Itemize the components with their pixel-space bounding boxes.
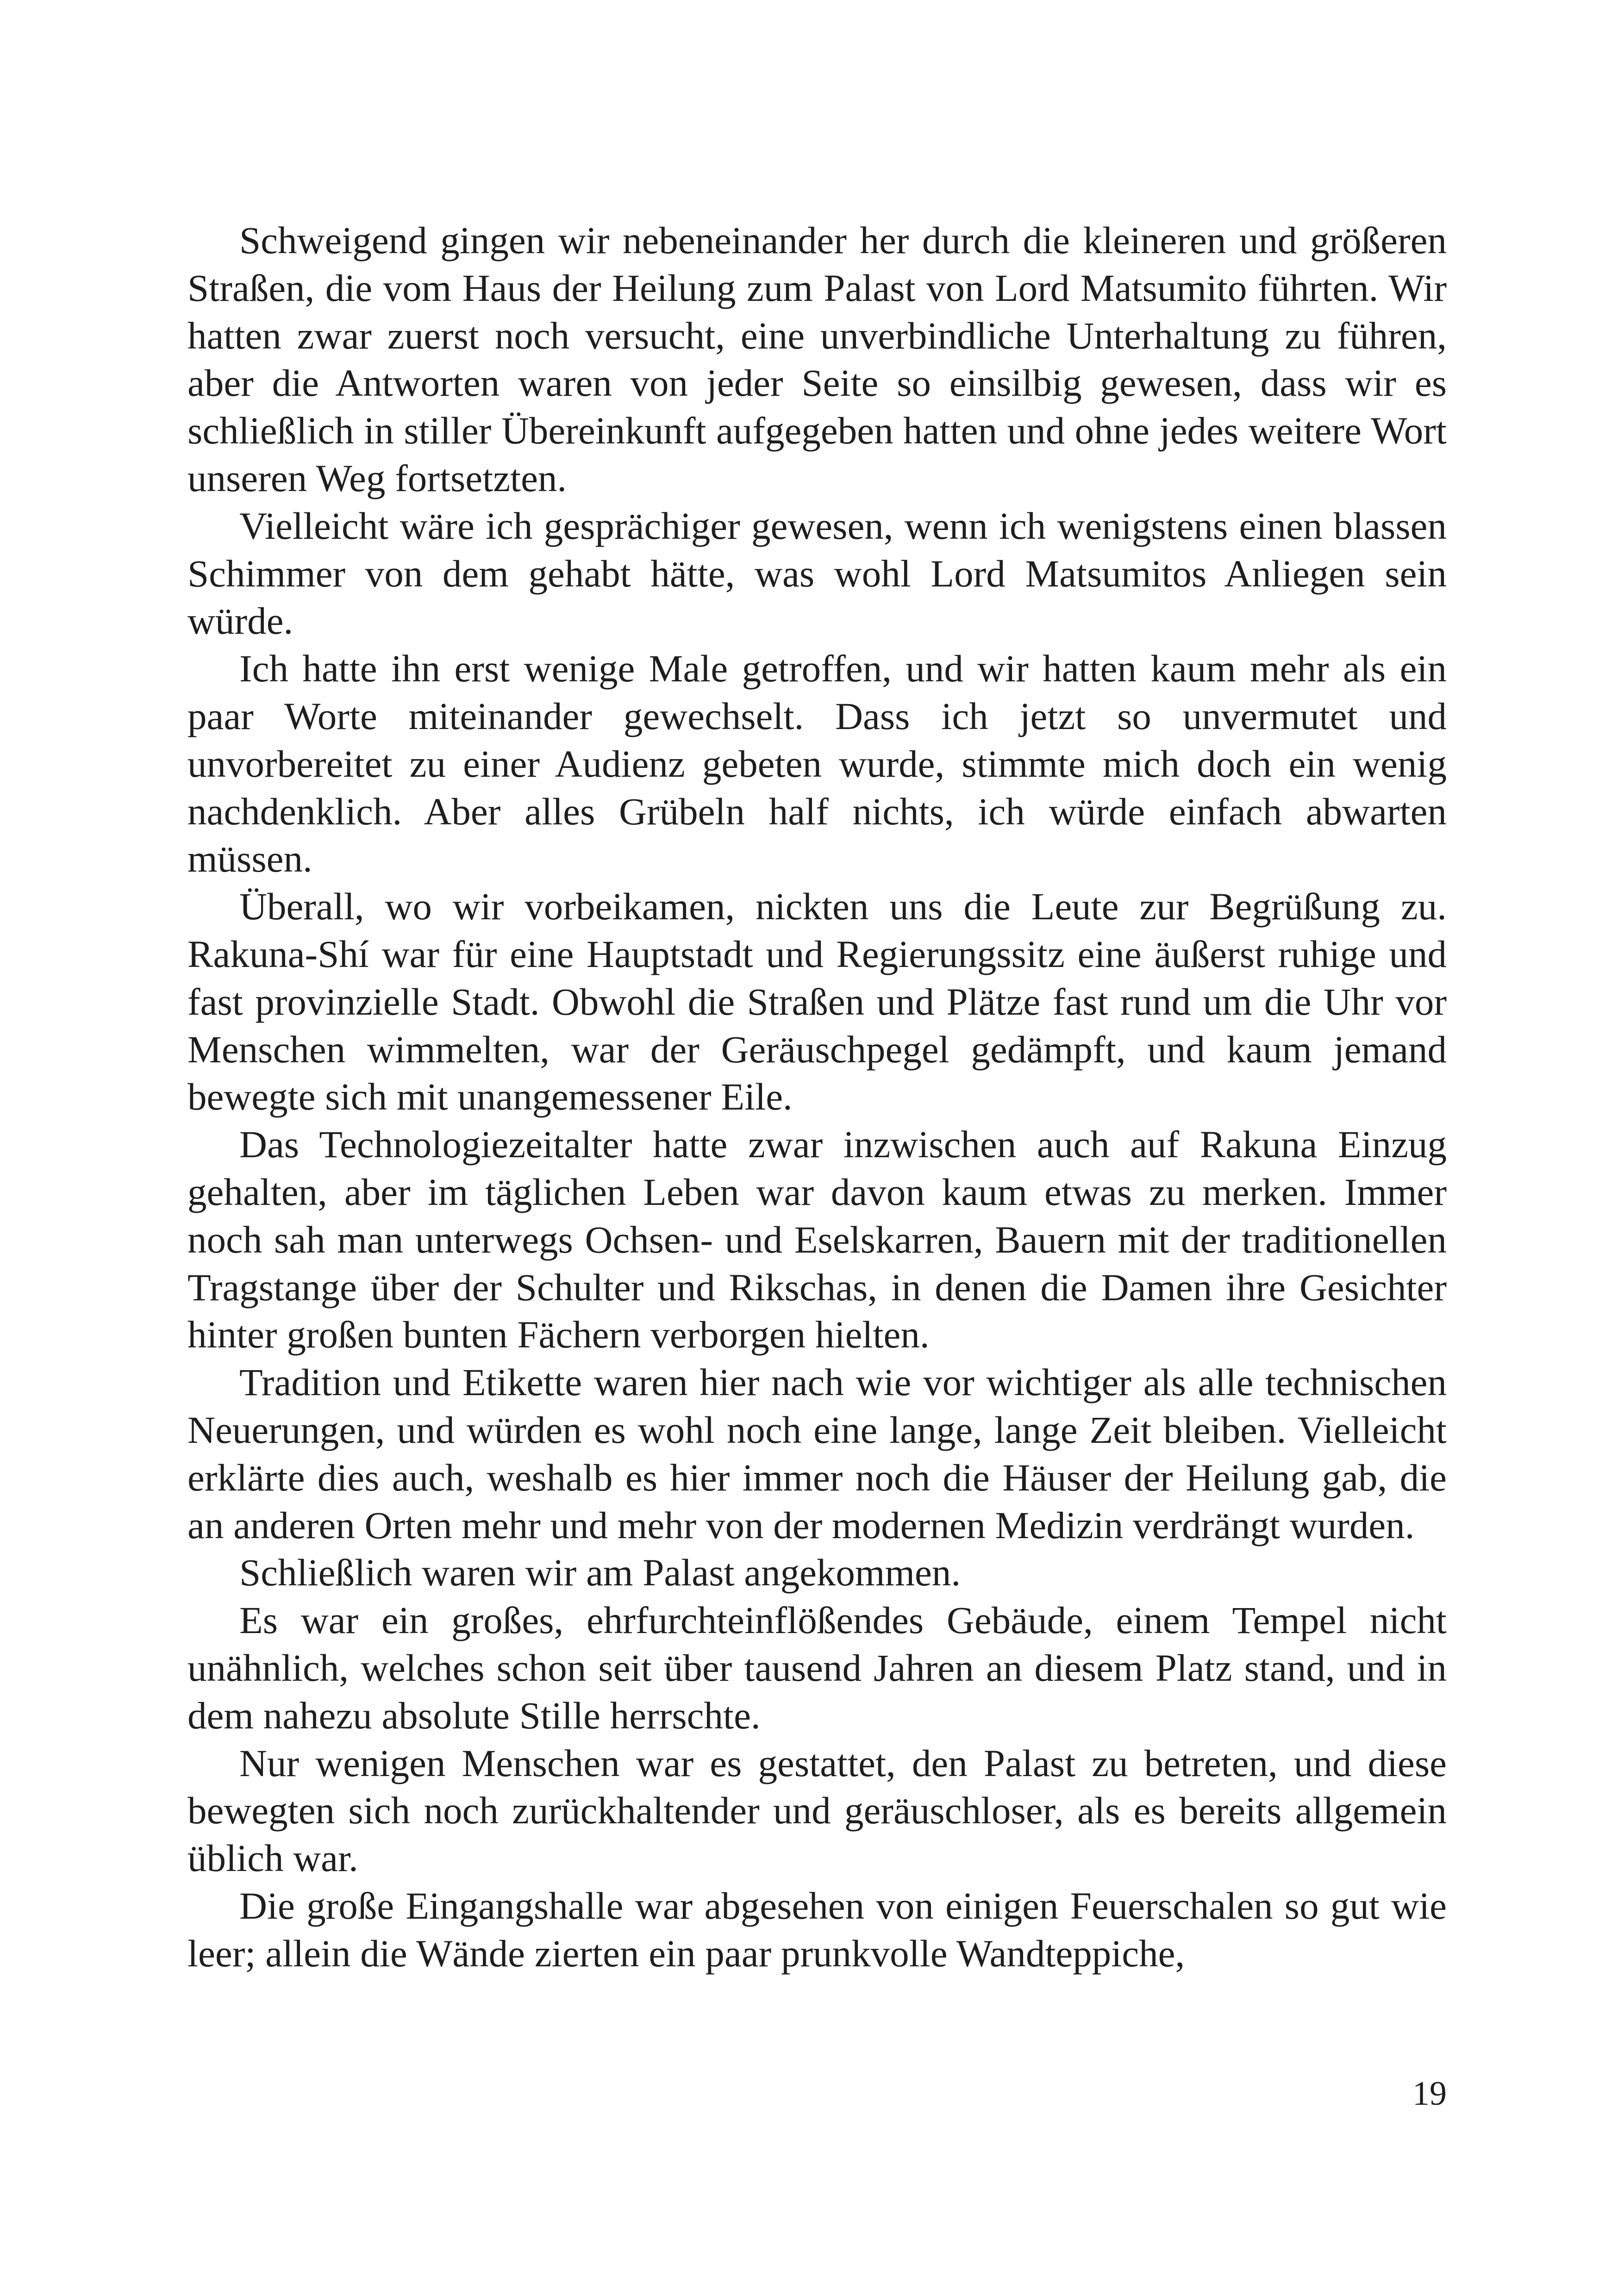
- paragraph: Tradition und Etikette waren hier nach wie vor wichtiger als alle technischen Neuerungen, und würden es wohl noch eine lange, lange Zeit bleiben. Vielleicht erklärte dies auch, weshalb es hier immer noch die Häuser der Heilung gab, die an anderen Orten mehr und mehr von der modernen Medizin verdrängt wurden.: [187, 1361, 1447, 1547]
- paragraph: Die große Eingangshalle war abgesehen von einigen Feuerschalen so gut wie leer; allein die Wände zierten ein paar prunkvolle Wandteppiche,: [187, 1884, 1447, 1975]
- paragraph: Vielleicht wäre ich gesprächiger gewesen, wenn ich wenigstens einen blassen Schimmer von dem gehabt hätte, was wohl Lord Matsumitos Anliegen sein würde.: [187, 504, 1447, 642]
- paragraph: Überall, wo wir vorbeikamen, nickten uns die Leute zur Begrüßung zu. Rakuna-Shí war für eine Hauptstadt und Regierungssitz eine äußerst ruhige und fast provinzielle Stadt. Obwohl die Straßen und Plätze fast rund um die Uhr vor Menschen wimmelten, war der Geräuschpegel gedämpft, und kaum jemand bewegte sich mit unangemessener Eile.: [187, 885, 1447, 1118]
- page-number: 19: [1412, 2075, 1447, 2113]
- body-text: [187, 217, 1447, 1977]
- paragraph: Das Technologiezeitalter hatte zwar inzwischen auch auf Rakuna Einzug gehalten, aber im täglichen Leben war davon kaum etwas zu merken. Immer noch sah man unterwegs Ochsen- und Eselskarren, Bauern mit der traditionellen Tragstange über der Schulter und Rikschas, in denen die Damen ihre Gesichter hinter großen bunten Fächern verborgen hielten.: [187, 1123, 1447, 1356]
- paragraph: Ich hatte ihn erst wenige Male getroffen, und wir hatten kaum mehr als ein paar Worte miteinander gewechselt. Dass ich jetzt so unvermutet und unvorbereitet zu einer Audienz gebeten wurde, stimmte mich doch ein wenig nachdenklich. Aber alles Grübeln half nichts, ich würde einfach abwarten müssen.: [187, 647, 1447, 880]
- paragraph: Schließlich waren wir am Palast angekommen.: [239, 1551, 961, 1594]
- paragraph: Es war ein großes, ehrfurchteinflößendes Gebäude, einem Tempel nicht unähnlich, welches schon seit über tausend Jahren an diesem Platz stand, und in dem nahezu absolute Stille herrschte.: [187, 1599, 1447, 1737]
- paragraph: Nur wenigen Menschen war es gestattet, den Palast zu betreten, und diese bewegten sich noch zurückhaltender und geräuschloser, als es bereits allgemein üblich war.: [187, 1741, 1447, 1880]
- paragraph: Schweigend gingen wir nebeneinander her durch die kleineren und größeren Straßen, die vom Haus der Heilung zum Palast von Lord Matsumito führten. Wir hatten zwar zuerst noch versucht, eine unverbindliche Unterhaltung zu führen, aber die Antworten waren von jeder Seite so einsilbig gewesen, dass wir es schließlich in stiller Übereinkunft aufgegeben hatten und ohne jedes weitere Wort unseren Weg fortsetzten.: [187, 219, 1447, 499]
